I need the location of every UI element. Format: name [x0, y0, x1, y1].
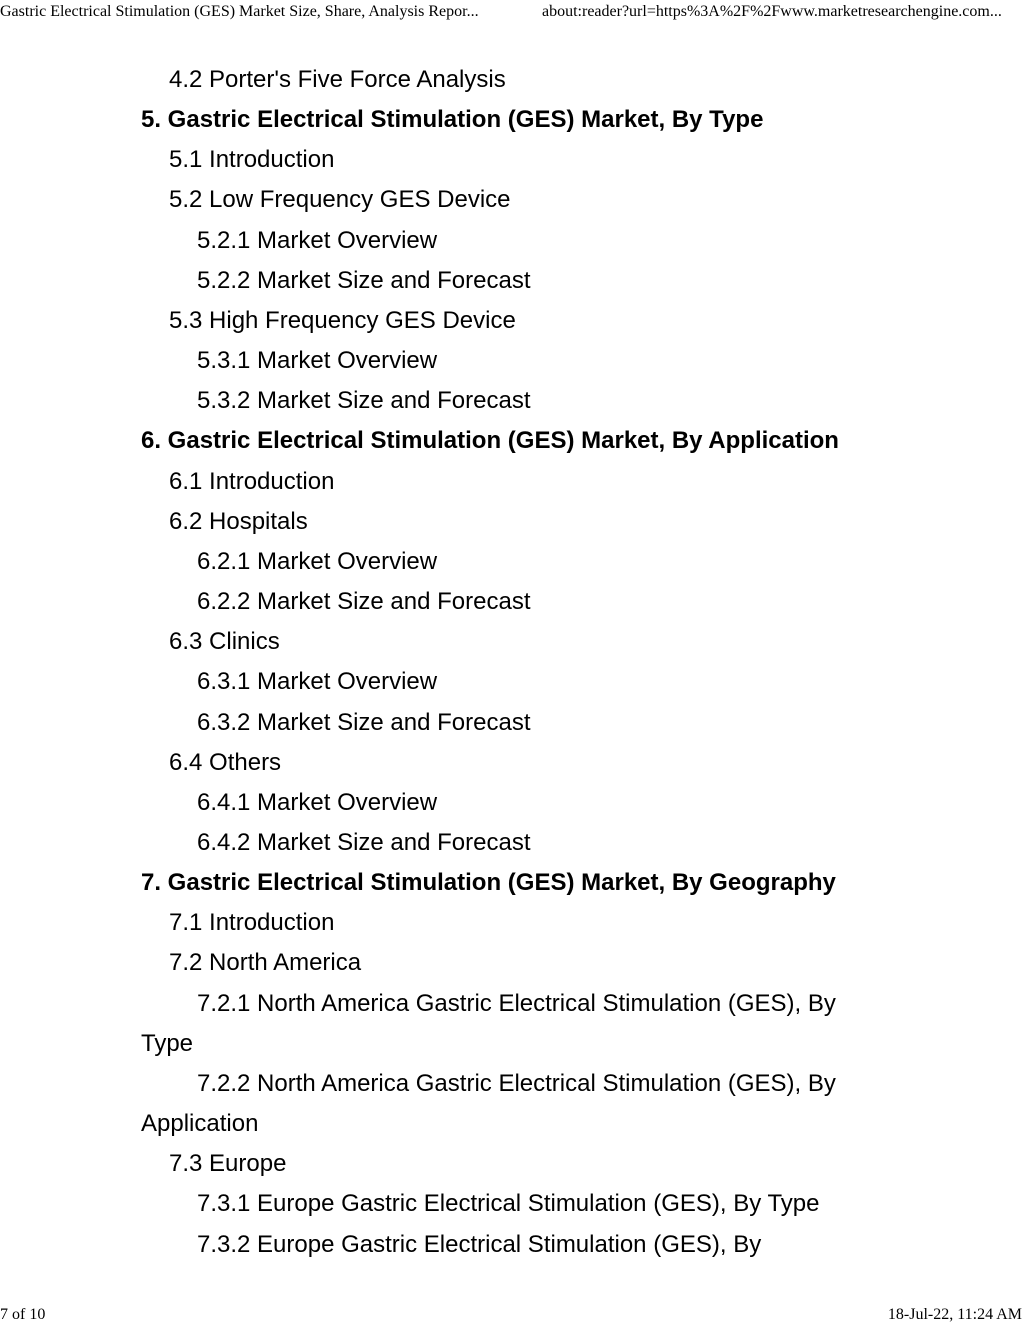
- page-number: 7 of 10: [0, 1306, 46, 1323]
- toc-subentry: 5.3.2 Market Size and Forecast: [197, 387, 531, 415]
- print-footer: [0, 1304, 1024, 1325]
- toc-entry: 7.1 Introduction: [169, 909, 335, 937]
- toc-subentry: 5.2.1 Market Overview: [197, 226, 438, 254]
- toc-section-heading: 7. Gastric Electrical Stimulation (GES) Market, By Geography: [141, 869, 836, 897]
- toc-subentry: 6.4.1 Market Overview: [197, 788, 438, 816]
- toc-section-heading: 6. Gastric Electrical Stimulation (GES) Market, By Application: [141, 427, 839, 455]
- print-header-url: about:reader?url=https%3A%2F%2Fwww.marketresearchengine.com...: [542, 3, 1002, 20]
- toc-entry: 6.4 Others: [169, 748, 282, 776]
- toc-entry: 5.3 High Frequency GES Device: [169, 306, 516, 334]
- toc-entry: 7.3 Europe: [169, 1150, 287, 1178]
- toc-subentry: 6.3.1 Market Overview: [197, 668, 438, 696]
- toc-subentry: 5.3.1 Market Overview: [197, 347, 438, 375]
- print-header-title: Gastric Electrical Stimulation (GES) Market Size, Share, Analysis Repor...: [0, 3, 479, 20]
- toc-entry: 7.2 North America: [169, 949, 362, 977]
- toc-entry: 5.1 Introduction: [169, 146, 335, 174]
- toc-section-heading: 5. Gastric Electrical Stimulation (GES) Market, By Type: [141, 106, 764, 134]
- toc-subentry: 5.2.2 Market Size and Forecast: [197, 266, 531, 294]
- toc-subentry: 6.2.1 Market Overview: [197, 547, 438, 575]
- toc-entry: 6.1 Introduction: [169, 467, 335, 495]
- toc-entry: 5.2 Low Frequency GES Device: [169, 186, 511, 214]
- toc-subentry: 6.3.2 Market Size and Forecast: [197, 708, 531, 736]
- toc-subentry: 7.3.2 Europe Gastric Electrical Stimulation (GES), By: [197, 1230, 762, 1258]
- toc-entry: 6.2 Hospitals: [169, 507, 308, 535]
- toc-subentry: 7.3.1 Europe Gastric Electrical Stimulation (GES), By Type: [197, 1190, 820, 1218]
- toc-entry: 4.2 Porter's Five Force Analysis: [169, 66, 506, 93]
- toc-entry: 6.3 Clinics: [169, 628, 280, 656]
- toc-subentry: 6.2.2 Market Size and Forecast: [197, 588, 531, 616]
- print-header: [0, 0, 1024, 24]
- toc-subentry: 7.2.1 North America Gastric Electrical Stimulation (GES), By Type: [141, 989, 836, 1057]
- toc-subentry: 7.2.2 North America Gastric Electrical Stimulation (GES), By Application: [141, 1069, 836, 1138]
- print-datetime: 18-Jul-22, 11:24 AM: [887, 1306, 1022, 1323]
- toc-subentry: 6.4.2 Market Size and Forecast: [197, 828, 531, 856]
- report-table-of-contents: [141, 60, 881, 1265]
